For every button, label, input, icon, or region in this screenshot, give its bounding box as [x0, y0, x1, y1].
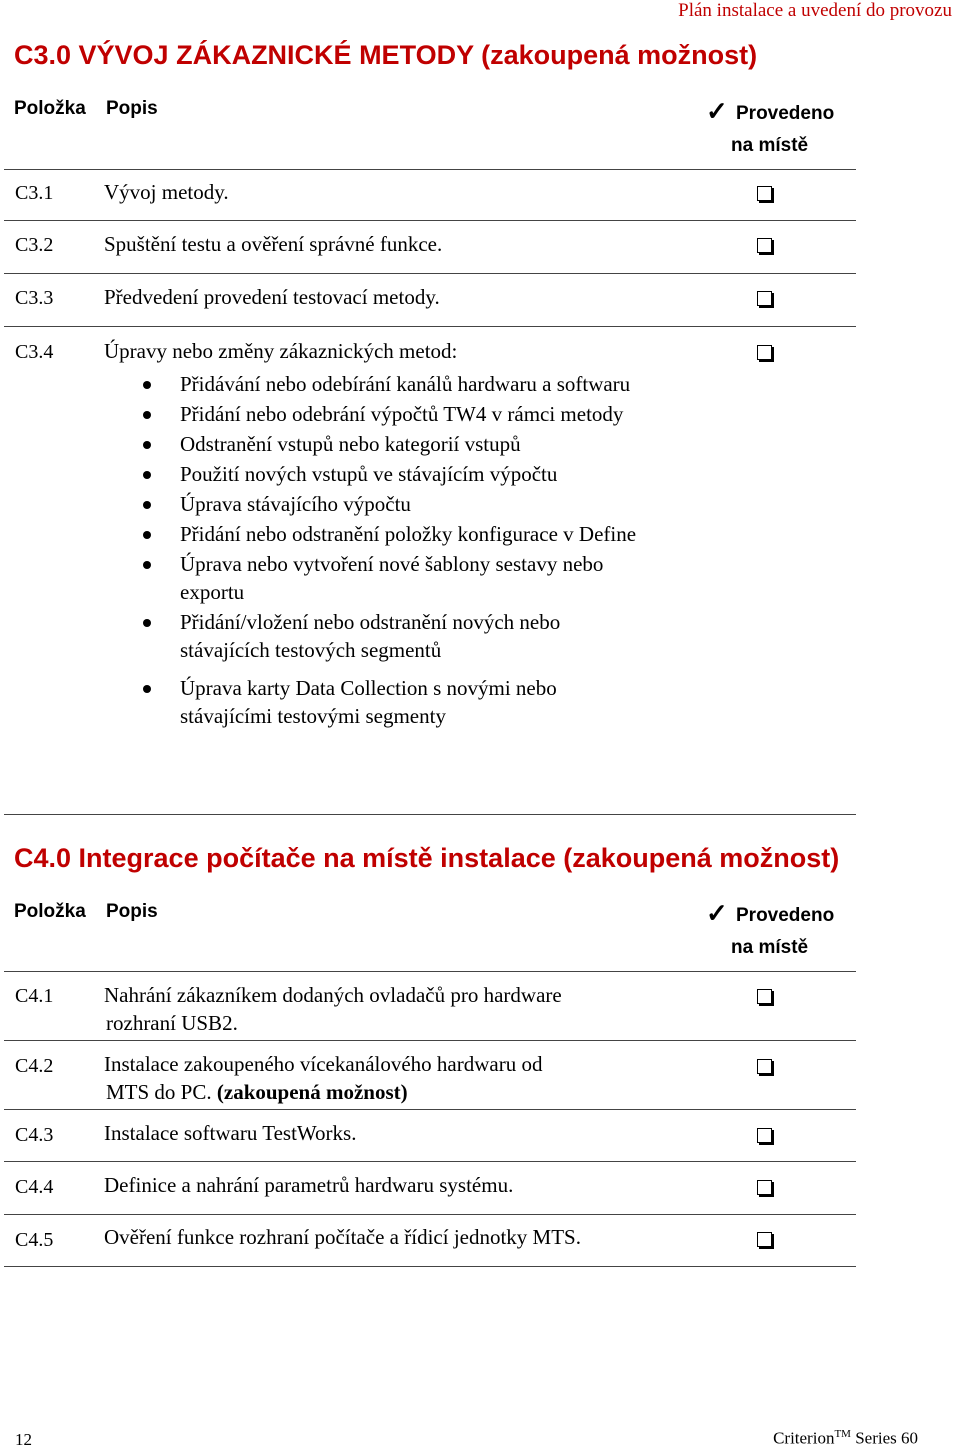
item-id: C4.5 — [15, 1229, 54, 1251]
table-divider — [4, 169, 856, 170]
checkbox-c3-4[interactable] — [757, 345, 772, 360]
column-header-done: Provedeno — [736, 905, 835, 926]
table-divider — [4, 1109, 856, 1110]
item-description: Vývoj metody. — [104, 180, 229, 204]
checkbox-c3-3[interactable] — [757, 291, 772, 306]
item-description: Instalace softwaru TestWorks. — [104, 1121, 357, 1145]
section-title-c3: C3.0 VÝVOJ ZÁKAZNICKÉ METODY (zakoupená možnost) — [14, 40, 758, 70]
item-description: Definice a nahrání parametrů hardwaru systému. — [104, 1173, 514, 1197]
item-id: C3.2 — [15, 234, 54, 256]
bullet-icon — [143, 531, 151, 539]
trademark: TM — [834, 1428, 851, 1440]
item-id: C3.1 — [15, 182, 54, 204]
bullet-icon — [143, 501, 151, 509]
page-header: Plán instalace a uvedení do provozu — [678, 0, 952, 21]
checkbox-c3-1[interactable] — [757, 186, 772, 201]
item-id: C3.4 — [15, 341, 54, 363]
bullet-icon — [143, 381, 151, 389]
bullet-icon — [143, 561, 151, 569]
item-description: Spuštění testu a ověření správné funkce. — [104, 232, 443, 256]
list-item: Použití nových vstupů ve stávajícím výpočtu — [140, 460, 640, 488]
list-item: Úprava stávajícího výpočtu — [140, 490, 640, 518]
column-header-description: Popis — [106, 98, 158, 119]
item-description: Nahrání zákazníkem dodaných ovladačů pro hardware rozhraní USB2. — [104, 983, 562, 1035]
checkbox-c3-2[interactable] — [757, 238, 772, 253]
list-item: Úprava karty Data Collection s novými nebo stávajícími testovými segmenty — [140, 674, 640, 730]
bullet-icon — [143, 619, 151, 627]
column-header-description: Popis — [106, 901, 158, 922]
page-number: 12 — [15, 1430, 32, 1449]
bullet-icon — [143, 411, 151, 419]
column-header-item: Položka — [14, 98, 86, 119]
bullet-icon — [143, 471, 151, 479]
table-divider — [4, 220, 856, 221]
checkbox-c4-3[interactable] — [757, 1128, 772, 1143]
item-description: Ověření funkce rozhraní počítače a řídicí jednotky MTS. — [104, 1225, 581, 1249]
table-divider — [4, 1040, 856, 1041]
list-item: Přidávání nebo odebírání kanálů hardwaru a softwaru — [140, 370, 640, 398]
list-item: Úprava nebo vytvoření nové šablony sestavy nebo exportu — [140, 550, 640, 606]
table-divider — [4, 273, 856, 274]
list-item: Přidání nebo odstranění položky konfigurace v Define — [140, 520, 640, 548]
table-divider — [4, 814, 856, 815]
section-title-c4: C4.0 Integrace počítače na místě instalace (zakoupená možnost) — [14, 843, 840, 873]
column-header-done: Provedeno — [736, 103, 835, 124]
column-header-item: Položka — [14, 901, 86, 922]
list-item: Odstranění vstupů nebo kategorií vstupů — [140, 430, 640, 458]
checkbox-c4-1[interactable] — [757, 989, 772, 1004]
item-description: Instalace zakoupeného vícekanálového hardwaru od MTS do PC. (zakoupená možnost) — [104, 1052, 543, 1104]
table-divider — [4, 326, 856, 327]
check-icon: ✓ — [706, 96, 728, 126]
table-divider — [4, 971, 856, 972]
bullet-icon — [143, 441, 151, 449]
item-id: C3.3 — [15, 287, 54, 309]
bullet-icon — [143, 685, 151, 693]
item-id: C4.1 — [15, 985, 54, 1007]
list-item: Přidání/vložení nebo odstranění nových nebo stávajících testových segmentů — [140, 608, 640, 664]
checkbox-c4-2[interactable] — [757, 1059, 772, 1074]
modification-list — [140, 370, 640, 730]
table-divider — [4, 1214, 856, 1215]
list-item: Přidání nebo odebrání výpočtů TW4 v rámci metody — [140, 400, 640, 428]
item-description: Předvedení provedení testovací metody. — [104, 285, 440, 309]
item-description: Úpravy nebo změny zákaznických metod: — [104, 339, 458, 363]
table-divider — [4, 1266, 856, 1267]
footer-product: Criterion™ Series 60 — [773, 1428, 918, 1448]
item-id: C4.3 — [15, 1124, 54, 1146]
checkbox-c4-4[interactable] — [757, 1180, 772, 1195]
check-icon: ✓ — [706, 898, 728, 928]
item-id: C4.2 — [15, 1055, 54, 1077]
column-header-done-onsite: na místě — [731, 937, 809, 958]
table-divider — [4, 1161, 856, 1162]
item-id: C4.4 — [15, 1176, 54, 1198]
checkbox-c4-5[interactable] — [757, 1232, 772, 1247]
column-header-done-onsite: na místě — [731, 135, 809, 156]
